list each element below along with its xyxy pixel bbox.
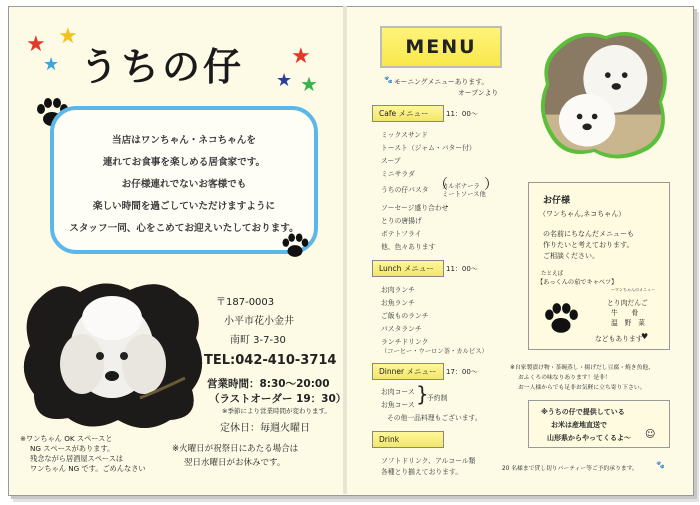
intro-line: スタッフ一同、心をこめてお迎えいたしております。 (69, 223, 299, 234)
red-star-icon: ★ (291, 44, 311, 69)
green-star-icon: ★ (300, 72, 318, 96)
rice-box (528, 400, 670, 448)
hours-note: ※季節により営業時間が変わります。 (222, 407, 331, 415)
lunch-menu-header (372, 260, 444, 277)
ingredient: 温 野 菜 (611, 319, 645, 327)
reservation-note: 予約制 (427, 394, 448, 402)
pasta-variants: カルボナーラ (442, 183, 480, 190)
section-label: Drink (379, 435, 400, 444)
pet-space-note: ワンちゃん NG です。ごめんなさい (30, 464, 146, 473)
pasta-bracket: （ (434, 177, 448, 193)
menu-item: お肉コース (381, 388, 415, 396)
menu-item: トースト（ジャム・バター付） (381, 144, 476, 152)
navy-star-icon: ★ (276, 70, 293, 91)
ingredient: 牛 骨 (611, 309, 639, 317)
pet-menu-body: の名前にちなんだメニューも (543, 230, 634, 238)
holiday-note: 翌日水曜日がお休みです。 (184, 458, 286, 468)
menu-item: お魚コース (381, 401, 415, 409)
menu-item: お魚ランチ (381, 299, 415, 307)
party-note: 20 名様まで貸し切りパーティー等ご予約承ります。 (502, 466, 638, 472)
paw-icon: 🐾 (656, 461, 665, 469)
menu-item: その他一品料理もございます。 (387, 414, 482, 422)
holiday-note: ※火曜日が祝祭日にあたる場合は (172, 444, 299, 454)
homemade-note: おふくろの味なりあります！是非！ (518, 375, 611, 381)
paw-icon (541, 301, 581, 337)
menu-item: ご飯ものランチ (381, 312, 429, 320)
menu-item: 各種とり揃えております。 (381, 468, 463, 476)
menu-item: お肉ランチ (381, 286, 415, 294)
pet-space-note: ※ワンちゃん OK スペースと (20, 434, 113, 443)
drink-menu-header (372, 431, 444, 448)
address-line-1: 小平市花小金井 (224, 316, 294, 327)
menu-item: 他、色々あります (381, 243, 436, 251)
rice-note: 山形県からやってくるよ～ (547, 434, 631, 442)
intro-line: 楽しい時間を過ごしていただけますように (92, 201, 276, 212)
reservation-brace: } (416, 382, 429, 406)
homemade-note: ※自家製漬け物・茶碗蒸し・揚げだし豆腐・焼き魚他、 (510, 365, 654, 371)
shop-title: うちの仔 (80, 45, 245, 89)
example-note: ～ワンちゃんのメニュー (611, 287, 655, 292)
menu-item: パスタランチ (381, 325, 422, 333)
menu-item: スープ (381, 157, 401, 165)
intro-line: 連れてお食事を楽しめる居食家です。 (102, 157, 266, 168)
menu-item: うちの仔パスタ (381, 186, 429, 194)
pet-menu-box (528, 182, 670, 350)
pet-space-note: 残念ながら居酒屋スペースは (30, 454, 124, 463)
poodle-photo (20, 278, 206, 428)
pet-menu-body: 作りたいと考えております。 (543, 241, 634, 249)
pet-menu-subtitle: （ワンちゃん,ネコちゃん） (539, 210, 626, 218)
last-order: （ラストオーダー 19：30） (209, 393, 347, 405)
menu-item: ミックスサンド (381, 131, 428, 139)
morning-paw-icon: 🐾 (384, 76, 393, 84)
menu-item: ソフトドリンク、アルコール類 (381, 457, 476, 465)
dinner-menu-header (372, 363, 444, 380)
homemade-note: お一人様からでも足非お気軽に立ち寄り下さい。 (518, 385, 646, 391)
pet-menu-body: ご相談ください。 (543, 252, 599, 260)
menu-heading: MENU (380, 26, 502, 68)
section-label: Cafe メニュー (379, 109, 429, 118)
menu-item: とりの唐揚げ (381, 217, 422, 225)
closed-day: 定休日：毎週火曜日 (220, 423, 310, 434)
smiley-icon: ☺ (645, 429, 656, 440)
rice-note: ※うちの仔で提供している (541, 408, 625, 416)
phone-number: TEL:042-410-3714 (204, 353, 337, 368)
cafe-menu-header (372, 105, 444, 122)
pasta-bracket: ） (484, 177, 498, 193)
red-star-icon: ★ (26, 32, 46, 57)
paw-icon (280, 231, 310, 261)
intro-line: お仔様連れでないお客様でも (121, 179, 247, 190)
pet-space-note: NG スペースがあります。 (30, 444, 115, 453)
pasta-variants: ミートソース他 (442, 191, 486, 198)
morning-note: モーニングメニューあります。 (394, 78, 489, 86)
menu-item: ポテトフライ (381, 230, 422, 238)
menu-item-detail: （コーヒー・ウーロン茶・カルピス） (381, 348, 488, 355)
menu-item: ソーセージ盛り合わせ (381, 204, 449, 212)
postal-code: 〒187-0003 (216, 297, 275, 308)
blue-star-icon: ★ (43, 54, 60, 75)
morning-note-sub: オープンより (458, 89, 499, 97)
cafe-time: 11：00～ (446, 110, 478, 118)
yellow-star-icon: ★ (58, 24, 78, 49)
example-dish: 【あっくんの茄でキャベツ】 (537, 279, 618, 286)
pet-menu-footer: などもあります (595, 335, 643, 343)
intro-speech-bubble (50, 106, 318, 254)
ingredient: とり肉だんご (607, 299, 648, 307)
rice-note: お米は産地直送で (551, 421, 607, 429)
example-label: たとえば (541, 271, 564, 277)
business-hours: 営業時間：8:30～20:00 (207, 378, 330, 390)
lunch-time: 11：00～ (446, 265, 478, 273)
pet-menu-title: お仔様 (543, 196, 571, 206)
dogs-photo (538, 26, 670, 160)
intro-line: 当店はワンちゃん・ネコちゃんを (112, 135, 256, 146)
section-label: Lunch メニュー (379, 264, 434, 273)
left-page (8, 6, 347, 494)
menu-item: ランチドリンク (381, 338, 429, 346)
dinner-time: 17：00～ (446, 368, 478, 376)
center-fold (343, 6, 347, 494)
section-label: Dinner メニュー (379, 367, 437, 376)
address-line-2: 南町 3-7-30 (230, 335, 286, 346)
menu-item: ミニサラダ (381, 170, 415, 178)
heart-icon: ♥ (641, 332, 649, 341)
